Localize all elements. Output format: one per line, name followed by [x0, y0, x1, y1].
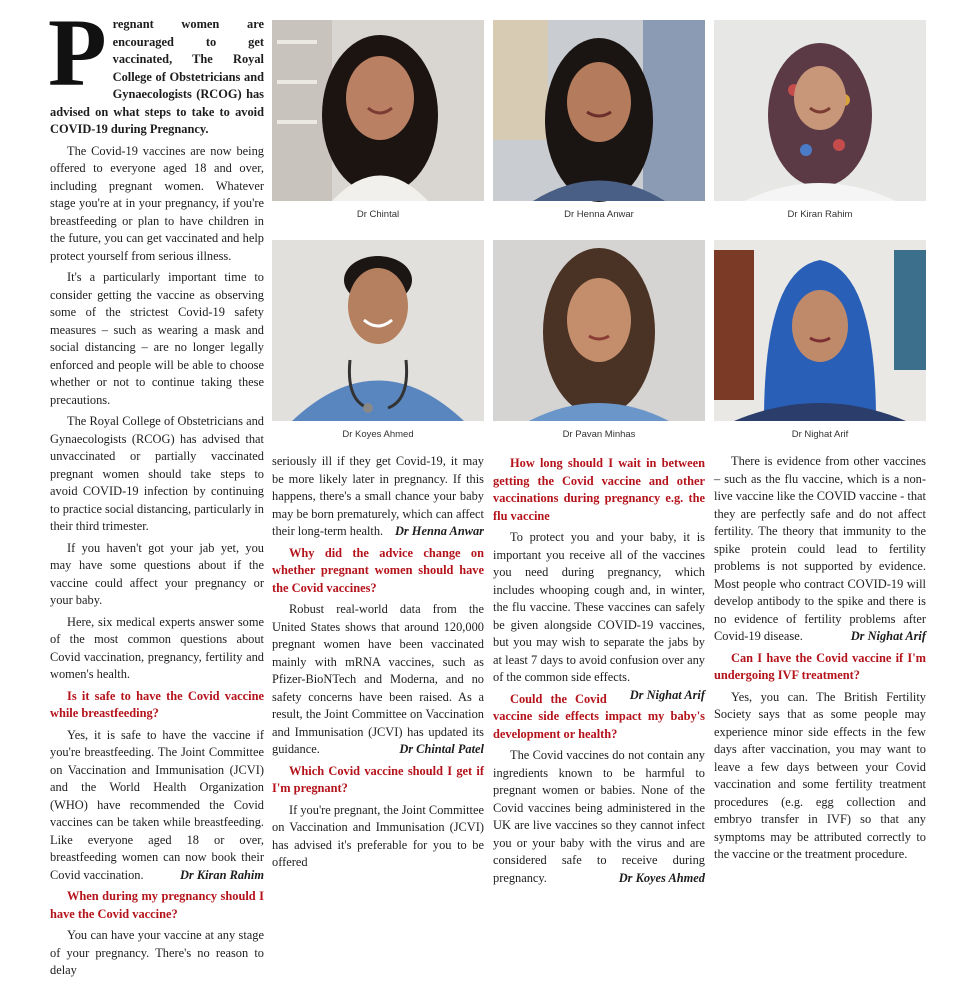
- attribution: Dr Chintal Patel: [399, 742, 484, 756]
- portrait-image: [493, 20, 705, 201]
- paragraph: Here, six medical experts answer some of the most common questions about Covid vaccination, pregnancy, fertility and women's health.: [50, 614, 264, 681]
- question-heading: Why did the advice change on whether pregnant women should have the Covid vaccines?: [272, 545, 484, 595]
- answer-paragraph: You can have your vaccine at any stage of your pregnancy. There's no reason to delay: [50, 928, 264, 977]
- article-column-1: [48, 0, 265, 984]
- question-heading: Could the Covid vaccine side effects impact my baby's development or health?: [493, 691, 705, 741]
- photo-caption: Dr Henna Anwar: [564, 209, 634, 220]
- article-lead: [48, 0, 264, 139]
- attribution: Dr Nighat Arif: [850, 629, 926, 643]
- paragraph: It's a particularly important time to consider getting the vaccine as observing some of the strictest Covid-19 safety measures – such as wearing a mask and social distancing – are no longer legally enforced and people will be able to choose whether or not to continue taking these precautions.: [50, 270, 264, 407]
- portrait-image: [714, 20, 926, 201]
- answer-paragraph: [50, 727, 264, 885]
- portrait-image: [714, 240, 926, 421]
- answer-text: Yes, it is safe to have the vaccine if you're breastfeeding. The Joint Committee on Vaccination and Immunisation (JCVI) and the World Health Organization (WHO) have recommended the Covid vaccines can be taken while breastfeeding. Like everyone aged 18 or over, breastfeeding women can now book their Covid vaccination.: [50, 727, 264, 882]
- answer-text: Robust real-world data from the United States shows that around 120,000 pregnant women have been vaccinated mainly with mRNA vaccines, such as Pfizer-BioNTech and Moderna, and no safety concerns have been raised. As a result, the Joint Committee on Vaccination and Immunisation (JCVI) has updated its guidance.: [272, 602, 484, 756]
- photo-dr-koyes-ahmed: [272, 240, 484, 440]
- photo-dr-nighat-arif: [714, 240, 926, 440]
- answer-text: To protect you and your baby, it is important you receive all of the vaccines you need during pregnancy, which includes whooping cough and, in winter, the flu vaccine. These vaccines can safely be given alongside COVID-19 vaccines, but you may wish to separate the jabs by at least 7 days to avoid confusion over any of the common side effects.: [493, 530, 705, 684]
- question-heading: Can I have the Covid vaccine if I'm undergoing IVF treatment?: [714, 650, 926, 682]
- portrait-image: [272, 240, 484, 421]
- photo-caption: Dr Nighat Arif: [791, 429, 849, 440]
- question-heading: When during my pregnancy should I have the Covid vaccine?: [50, 889, 264, 921]
- drop-cap: P: [48, 0, 107, 106]
- photo-dr-henna-anwar: [493, 20, 705, 220]
- photo-dr-kiran-rahim: [714, 20, 926, 220]
- paragraph: The Covid-19 vaccines are now being offered to everyone aged 18 and over, including pregnant women. Whatever stage you're at in your pregnancy, if you're breastfeeding or plan to have children in the future, you can get vaccinated and help protect yourself from serious illness.: [50, 143, 264, 263]
- article-column-2: [272, 453, 484, 876]
- answer-paragraph: [272, 601, 484, 759]
- photo-dr-pavan-minhas: [493, 240, 705, 440]
- lead-text: regnant women are encouraged to get vaccinated, The Royal College of Obstetricians and Gynaecologists (RCOG) has advised on what steps to take to avoid COVID-19 during Pregnancy.: [50, 17, 264, 136]
- paragraph: If you haven't got your jab yet, you may have some questions about if the vaccine could affect your pregnancy or your baby.: [50, 540, 264, 607]
- attribution: Dr Kiran Rahim: [179, 867, 264, 882]
- answer-text: There is evidence from other vaccines – such as the flu vaccine, which is a non-live vaccine like the COVID vaccine - that they are perfectly safe and do not affect fertility. The theory that immunity to the spike protein could lead to fertility problems is not supported by evidence. Most people who contract COVID-19 will develop antibody to the spike and there is no evidence of fertility problems after Covid-19 disease.: [714, 454, 926, 643]
- paragraph: The Royal College of Obstetricians and Gynaecologists (RCOG) has advised that unvaccinated or partially vaccinated pregnant women should take steps to avoid COVID-19 infection by continuing to practice social distancing, particularly in their third trimester.: [50, 414, 265, 533]
- answer-paragraph: [493, 529, 705, 702]
- photo-caption: Dr Pavan Minhas: [562, 429, 636, 440]
- portrait-image: [493, 240, 705, 421]
- photo-caption: Dr Kiran Rahim: [787, 209, 853, 220]
- answer-paragraph: [714, 453, 926, 646]
- photo-dr-chintal: [272, 20, 484, 220]
- answer-paragraph: If you're pregnant, the Joint Committee on Vaccination and Immunisation (JCVI) has advised it's preferable for you to be offered: [272, 802, 484, 869]
- question-heading: Is it safe to have the Covid vaccine while breastfeeding?: [50, 688, 264, 720]
- question-heading: How long should I wait in between getting the Covid vaccine and other vaccinations during pregnancy e.g. the flu vaccine: [493, 456, 705, 523]
- answer-paragraph: Yes, you can. The British Fertility Society says that as some people may experience minor side effects in the few days after vaccination, you may want to leave a few days between your Covid vaccination and some fertility treatment procedures (e.g. egg collection and embryo transfer in IVF) so that any symptoms may be attributed correctly to the vaccine or the treatment procedure.: [714, 689, 926, 861]
- photo-caption: Dr Koyes Ahmed: [342, 429, 414, 440]
- attribution: Dr Henna Anwar: [394, 524, 484, 538]
- article-column-3: [493, 453, 705, 891]
- photo-caption: Dr Chintal: [356, 209, 400, 220]
- attribution: Dr Koyes Ahmed: [618, 870, 705, 885]
- portrait-image: [272, 20, 484, 201]
- attribution: Dr Nighat Arif: [629, 687, 705, 702]
- answer-text: seriously ill if they get Covid-19, it may be more likely later in pregnancy. If this happens, there's a small chance your baby may be born prematurely, which can affect their long-term health.: [272, 454, 484, 538]
- answer-paragraph: [493, 747, 705, 887]
- question-heading: Which Covid vaccine should I get if I'm pregnant?: [272, 763, 484, 795]
- answer-paragraph: [272, 453, 484, 541]
- answer-text: The Covid vaccines do not contain any ingredients known to be harmful to pregnant women or babies. None of the Covid vaccines being administered in the UK are live vaccines so they cannot infect you or your baby with the virus and are considered safe to receive during pregnancy.: [493, 748, 705, 885]
- article-column-4: [714, 453, 926, 868]
